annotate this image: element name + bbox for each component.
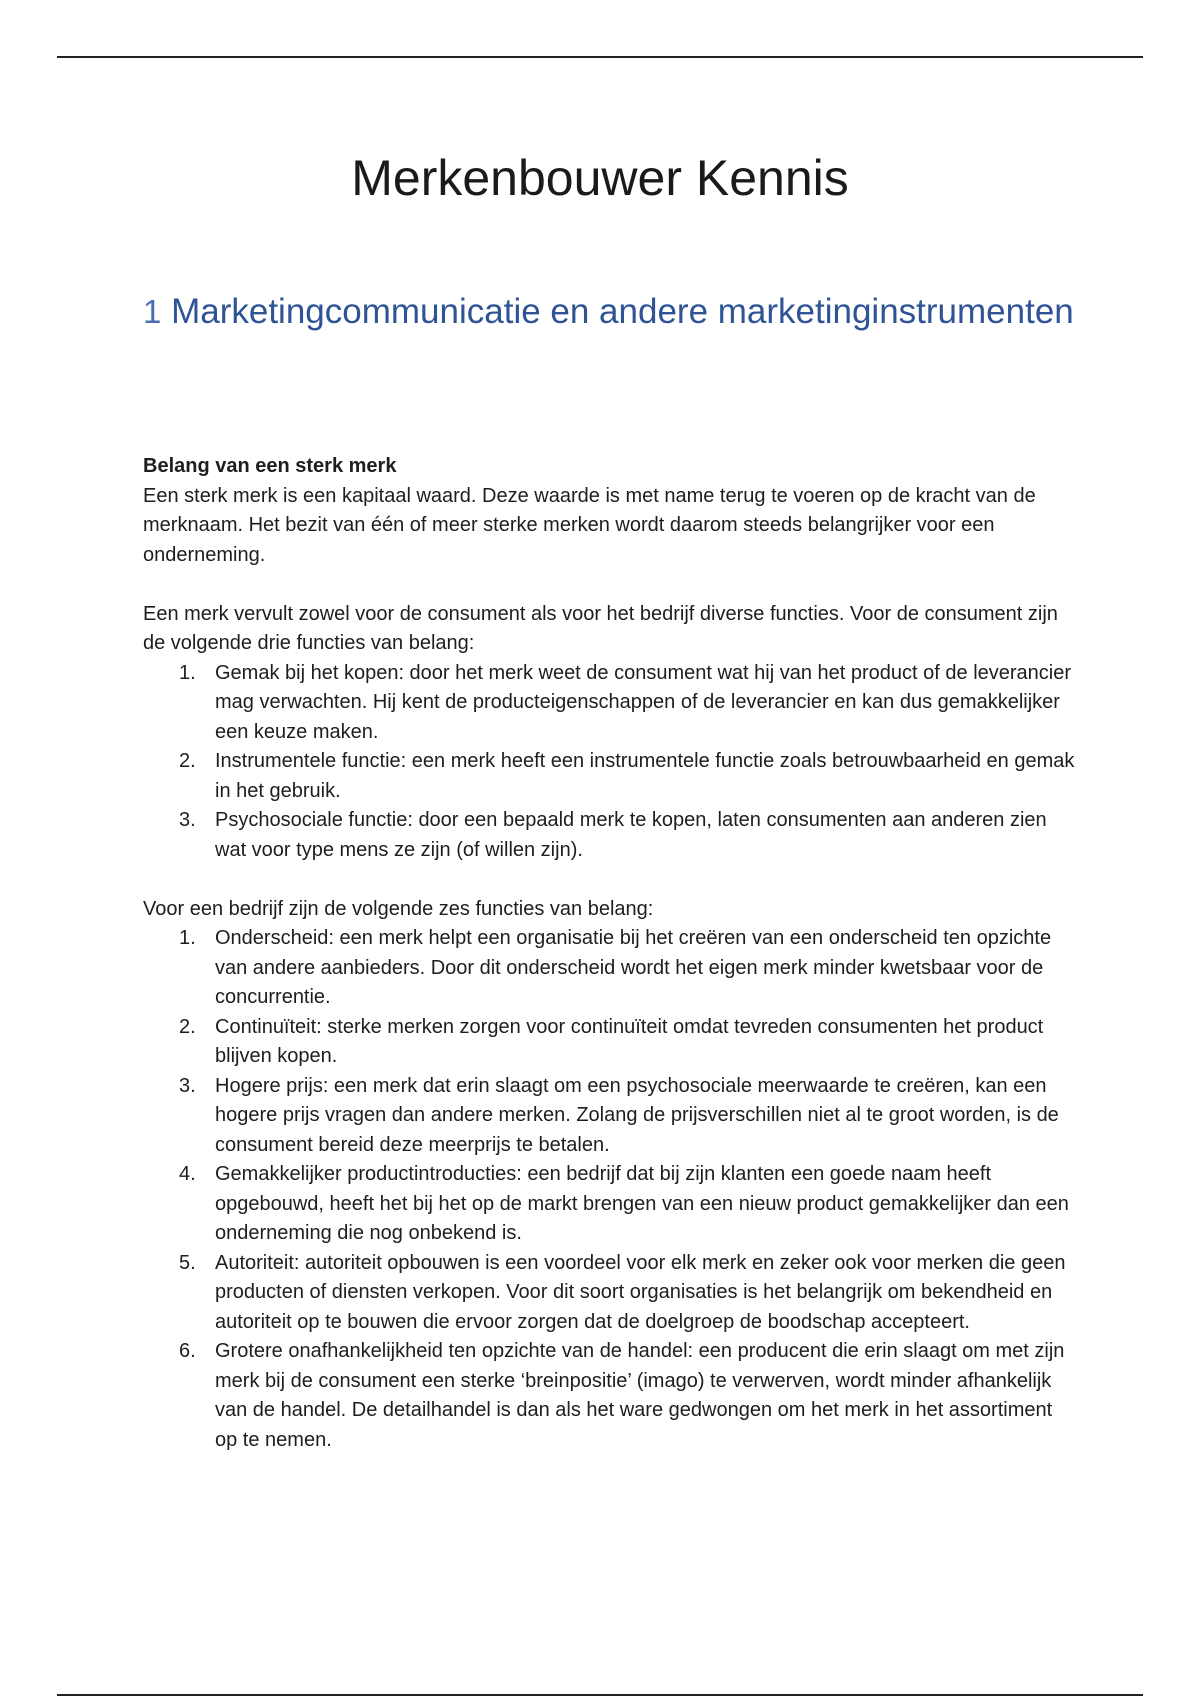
chapter-number: 1 — [143, 293, 162, 330]
list-item-text: Gemakkelijker productintroducties: een bedrijf dat bij zijn klanten een goede naam heeft opgebouwd, heeft het bij het op de markt brengen van een nieuw product gemakkelijker dan een onderneming die nog onbekend is. — [215, 1163, 1069, 1244]
list-item-text: Autoriteit: autoriteit opbouwen is een voordeel voor elk merk en zeker ook voor merken die geen producten of diensten verkopen. Voor dit soort organisaties is het belangrijk om bekendheid en autoriteit op te bouwen die ervoor zorgen dat de doelgroep de boodschap accepteert. — [215, 1251, 1066, 1333]
list-number: 1. — [179, 661, 196, 684]
company-function-item — [143, 1249, 1078, 1338]
company-function-item — [143, 1013, 1078, 1072]
list-item-text: Psychosociale functie: door een bepaald merk te kopen, laten consumenten aan anderen zien wat voor type mens ze zijn (of willen zijn). — [215, 809, 1047, 861]
company-function-item — [143, 1337, 1078, 1455]
company-function-item — [143, 1072, 1078, 1161]
section-heading: Belang van een sterk merk — [143, 455, 397, 477]
list-item-text: Instrumentele functie: een merk heeft een instrumentele functie zoals betrouwbaarheid en gemak in het gebruik. — [215, 750, 1075, 802]
consumer-intro-paragraph: Een merk vervult zowel voor de consument als voor het bedrijf diverse functies. Voor de consument zijn de volgende drie functies van belang: — [143, 602, 1058, 654]
list-number: 6. — [179, 1340, 196, 1362]
list-number: 2. — [179, 750, 196, 772]
top-rule — [57, 56, 1143, 58]
paragraph-gap — [143, 570, 1078, 600]
company-function-item — [143, 924, 1078, 1013]
list-number: 4. — [179, 1163, 196, 1185]
list-item-text: Continuïteit: sterke merken zorgen voor continuïteit omdat tevreden consumenten het product blijven kopen. — [215, 1015, 1044, 1067]
list-item-text: Onderscheid: een merk helpt een organisatie bij het creëren van een onderscheid ten opzichte van andere aanbieders. Door dit onderscheid wordt het eigen merk minder kwetsbaar voor de concurrentie. — [215, 927, 1052, 1008]
company-functions-list — [143, 924, 1078, 1455]
intro-paragraph: Een sterk merk is een kapitaal waard. Deze waarde is met name terug te voeren op de kracht van de merknaam. Het bezit van één of meer sterke merken wordt daarom steeds belangrijker voor een onderneming. — [143, 484, 1036, 566]
list-item-text: Grotere onafhankelijkheid ten opzichte van de handel: een producent die erin slaagt om met zijn merk bij de consument een sterke ‘breinpositie’ (imago) te verwerven, wordt minder afhankelijk van de handel. De detailhandel is dan als het ware gedwongen om het merk in het assortiment op te nemen. — [215, 1340, 1065, 1451]
consumer-functions-list — [143, 659, 1078, 866]
company-intro-paragraph: Voor een bedrijf zijn de volgende zes functies van belang: — [143, 897, 654, 920]
document-title: Merkenbouwer Kennis — [351, 150, 849, 206]
list-number: 5. — [179, 1251, 196, 1274]
chapter-title: Marketingcommunicatie en andere marketinginstrumenten — [171, 292, 1074, 331]
consumer-function-item — [143, 659, 1078, 748]
consumer-function-item — [143, 747, 1078, 806]
list-number: 2. — [179, 1015, 196, 1038]
document-body — [143, 452, 1078, 1455]
company-function-item — [143, 1160, 1078, 1249]
chapter-heading — [143, 287, 1103, 336]
list-item-text: Gemak bij het kopen: door het merk weet de consument wat hij van het product of de leverancier mag verwachten. Hij kent de producteigenschappen of de leverancier en kan dus gemakkelijker een keuze maken. — [215, 661, 1072, 743]
list-item-text: Hogere prijs: een merk dat erin slaagt om een psychosociale meerwaarde te creëren, kan een hogere prijs vragen dan andere merken. Zolang de prijsverschillen niet al te groot worden, is de consument bereid deze meerprijs te betalen. — [215, 1074, 1059, 1156]
bottom-rule — [57, 1694, 1143, 1696]
list-number: 3. — [179, 1074, 196, 1097]
list-number: 1. — [179, 927, 196, 949]
paragraph-gap — [143, 865, 1078, 895]
list-number: 3. — [179, 809, 196, 831]
consumer-function-item — [143, 806, 1078, 865]
